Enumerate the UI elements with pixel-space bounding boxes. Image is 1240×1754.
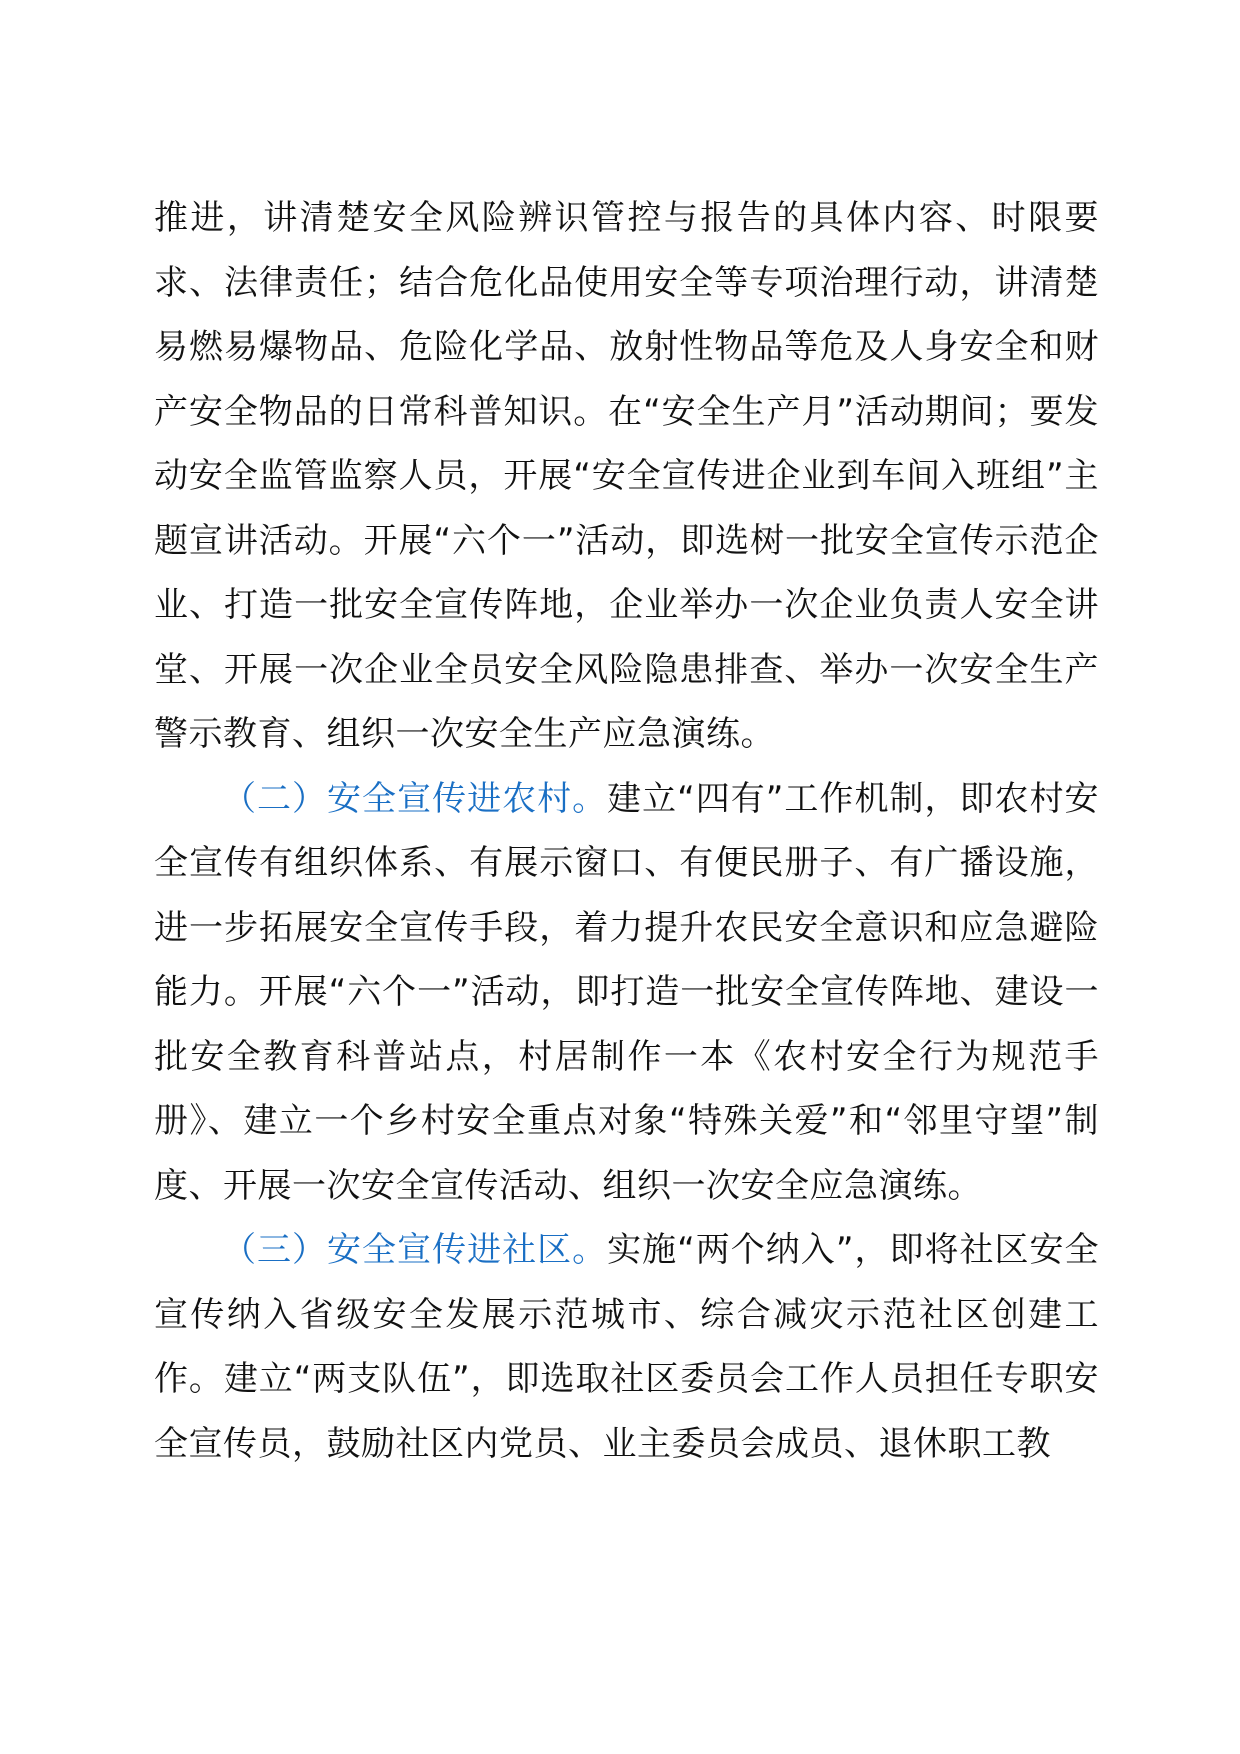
paragraph-text: 建立“四有”工作机制，即农村安全宣传有组织体系、有展示窗口、有便民册子、有广播设施，进一步拓展安全宣传手段，着力提升农民安全意识和应急避险能力。开展“六个一”活动，即打造一批安全宣传阵地、建设一批安全教育科普站点，村居制作一本《农村安全行为规范手册》、建立一个乡村安全重点对象“特殊关爱”和“邻里守望”制度、开展一次安全宣传活动、组织一次安全应急演练。 <box>154 778 1100 1206</box>
section-heading-rural: （二）安全宣传进农村。 <box>222 778 608 819</box>
paragraph-rural <box>154 767 1099 1219</box>
document-body <box>154 186 1099 1476</box>
paragraph-text: 实施“两个纳入”，即将社区安全宣传纳入省级安全发展示范城市、综合减灾示范社区创建工作。建立“两支队伍”，即选取社区委员会工作人员担任专职安全宣传员，鼓励社区内党员、业主委员会成员、退休职工教 <box>154 1230 1100 1464</box>
paragraph-text: 推进，讲清楚安全风险辨识管控与报告的具体内容、时限要求、法律责任；结合危化品使用安全等专项治理行动，讲清楚易燃易爆物品、危险化学品、放射性物品等危及人身安全和财产安全物品的日常科普知识。在“安全生产月”活动期间；要发动安全监管监察人员，开展“安全宣传进企业到车间入班组”主题宣讲活动。开展“六个一”活动，即选树一批安全宣传示范企业、打造一批安全宣传阵地，企业举办一次企业负责人安全讲堂、开展一次企业全员安全风险隐患排查、举办一次安全生产警示教育、组织一次安全生产应急演练。 <box>154 198 1099 754</box>
paragraph-community <box>154 1218 1099 1476</box>
paragraph-continuation <box>154 186 1099 767</box>
section-heading-community: （三）安全宣传进社区。 <box>222 1230 608 1270</box>
